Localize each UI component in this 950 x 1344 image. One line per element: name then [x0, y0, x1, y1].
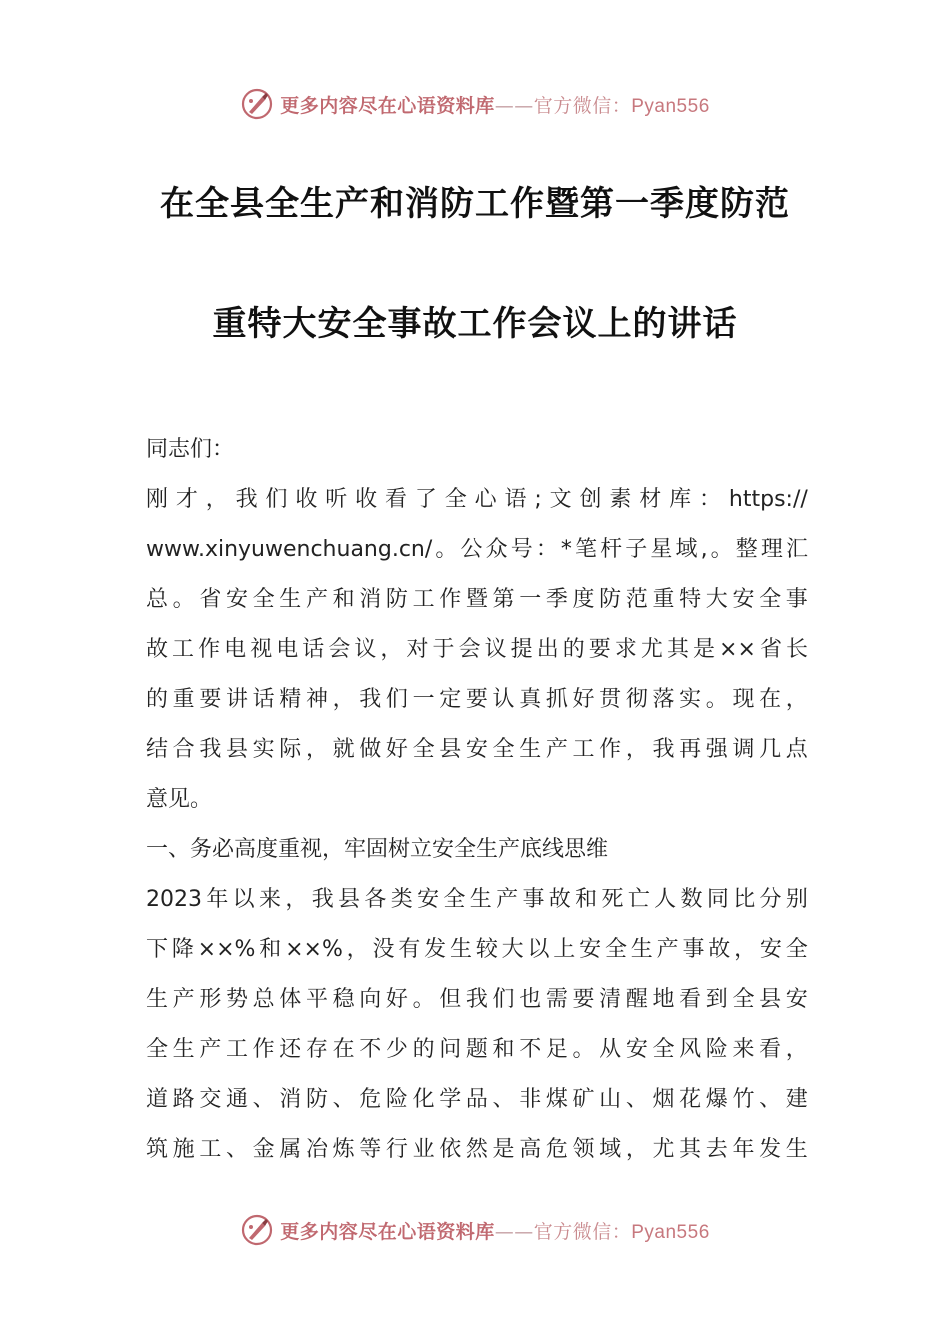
body-line: 全 生 产 工 作 还 存 在 不 少 的 问 题 和 不 足 。 从 安 全 风 险 来 看 ， — [146, 1037, 808, 1062]
banner-dash: —— — [494, 94, 534, 117]
body-line: 故 工 作 电 视 电 话 会 议 ， 对 于 会 议 提 出 的 要 求 尤 其 是 ×× 省 长 — [146, 637, 808, 662]
body-line: www.xinyuwenchuang.cn/ 。 公 众 号 ： * 笔 杆 子 星 域 , 。 整 理 汇 — [146, 537, 808, 562]
banner-wechat-id: Pyan556 — [631, 1221, 710, 1243]
banner-main-text: 更多内容尽在心语资料库 — [280, 1220, 495, 1243]
body-line: 结 合 我 县 实 际 ， 就 做 好 全 县 安 全 生 产 工 作 ， 我 再 强 调 几 点 — [146, 737, 808, 762]
banner-contact-label: 官方微信： — [533, 94, 632, 117]
body-line: 道 路 交 通 、 消 防 、 危 险 化 学 品 、 非 煤 矿 山 、 烟 花 爆 竹 、 建 — [146, 1087, 808, 1112]
body-line: 一、务必高度重视，牢固树立安全生产底线思维 — [146, 837, 609, 862]
document-title-line-1: 在全县全生产和消防工作暨第一季度防范 — [160, 184, 790, 224]
banner-contact-label: 官方微信： — [533, 1220, 632, 1243]
document-title-line-2: 重特大安全事故工作会议上的讲话 — [212, 304, 738, 344]
body-line: 同志们： — [146, 437, 235, 462]
banner-text — [280, 1217, 710, 1244]
banner-wechat-id: Pyan556 — [631, 95, 710, 117]
body-line: 下 降 ××% 和 ××% ， 没 有 发 生 较 大 以 上 安 全 生 产 事 故 ， 安 全 — [146, 937, 808, 962]
footer-banner — [0, 1210, 950, 1250]
body-line: 生 产 形 势 总 体 平 稳 向 好 。 但 我 们 也 需 要 清 醒 地 看 到 全 县 安 — [146, 987, 808, 1012]
fountain-pen-logo-icon — [240, 87, 274, 121]
header-banner — [0, 84, 950, 124]
document-body — [146, 428, 808, 1178]
fountain-pen-logo-icon — [240, 1213, 274, 1247]
body-line: 刚 才 ， 我 们 收 听 收 看 了 全 心 语 ; 文 创 素 材 库 ： https:// — [146, 487, 808, 512]
body-line: 的 重 要 讲 话 精 神 ， 我 们 一 定 要 认 真 抓 好 贯 彻 落 实 。 现 在 ， — [146, 687, 808, 712]
banner-dash: —— — [494, 1220, 534, 1243]
body-line: 筑 施 工 、 金 属 冶 炼 等 行 业 依 然 是 高 危 领 域 ， 尤 其 去 年 发 生 — [146, 1137, 808, 1162]
body-line: 意见。 — [146, 787, 213, 812]
body-line: 2023 年 以 来 ， 我 县 各 类 安 全 生 产 事 故 和 死 亡 人 数 同 比 分 别 — [146, 887, 808, 912]
body-line: 总 。 省 安 全 生 产 和 消 防 工 作 暨 第 一 季 度 防 范 重 特 大 安 全 事 — [146, 587, 808, 612]
banner-text — [280, 91, 710, 118]
banner-main-text: 更多内容尽在心语资料库 — [280, 94, 495, 117]
